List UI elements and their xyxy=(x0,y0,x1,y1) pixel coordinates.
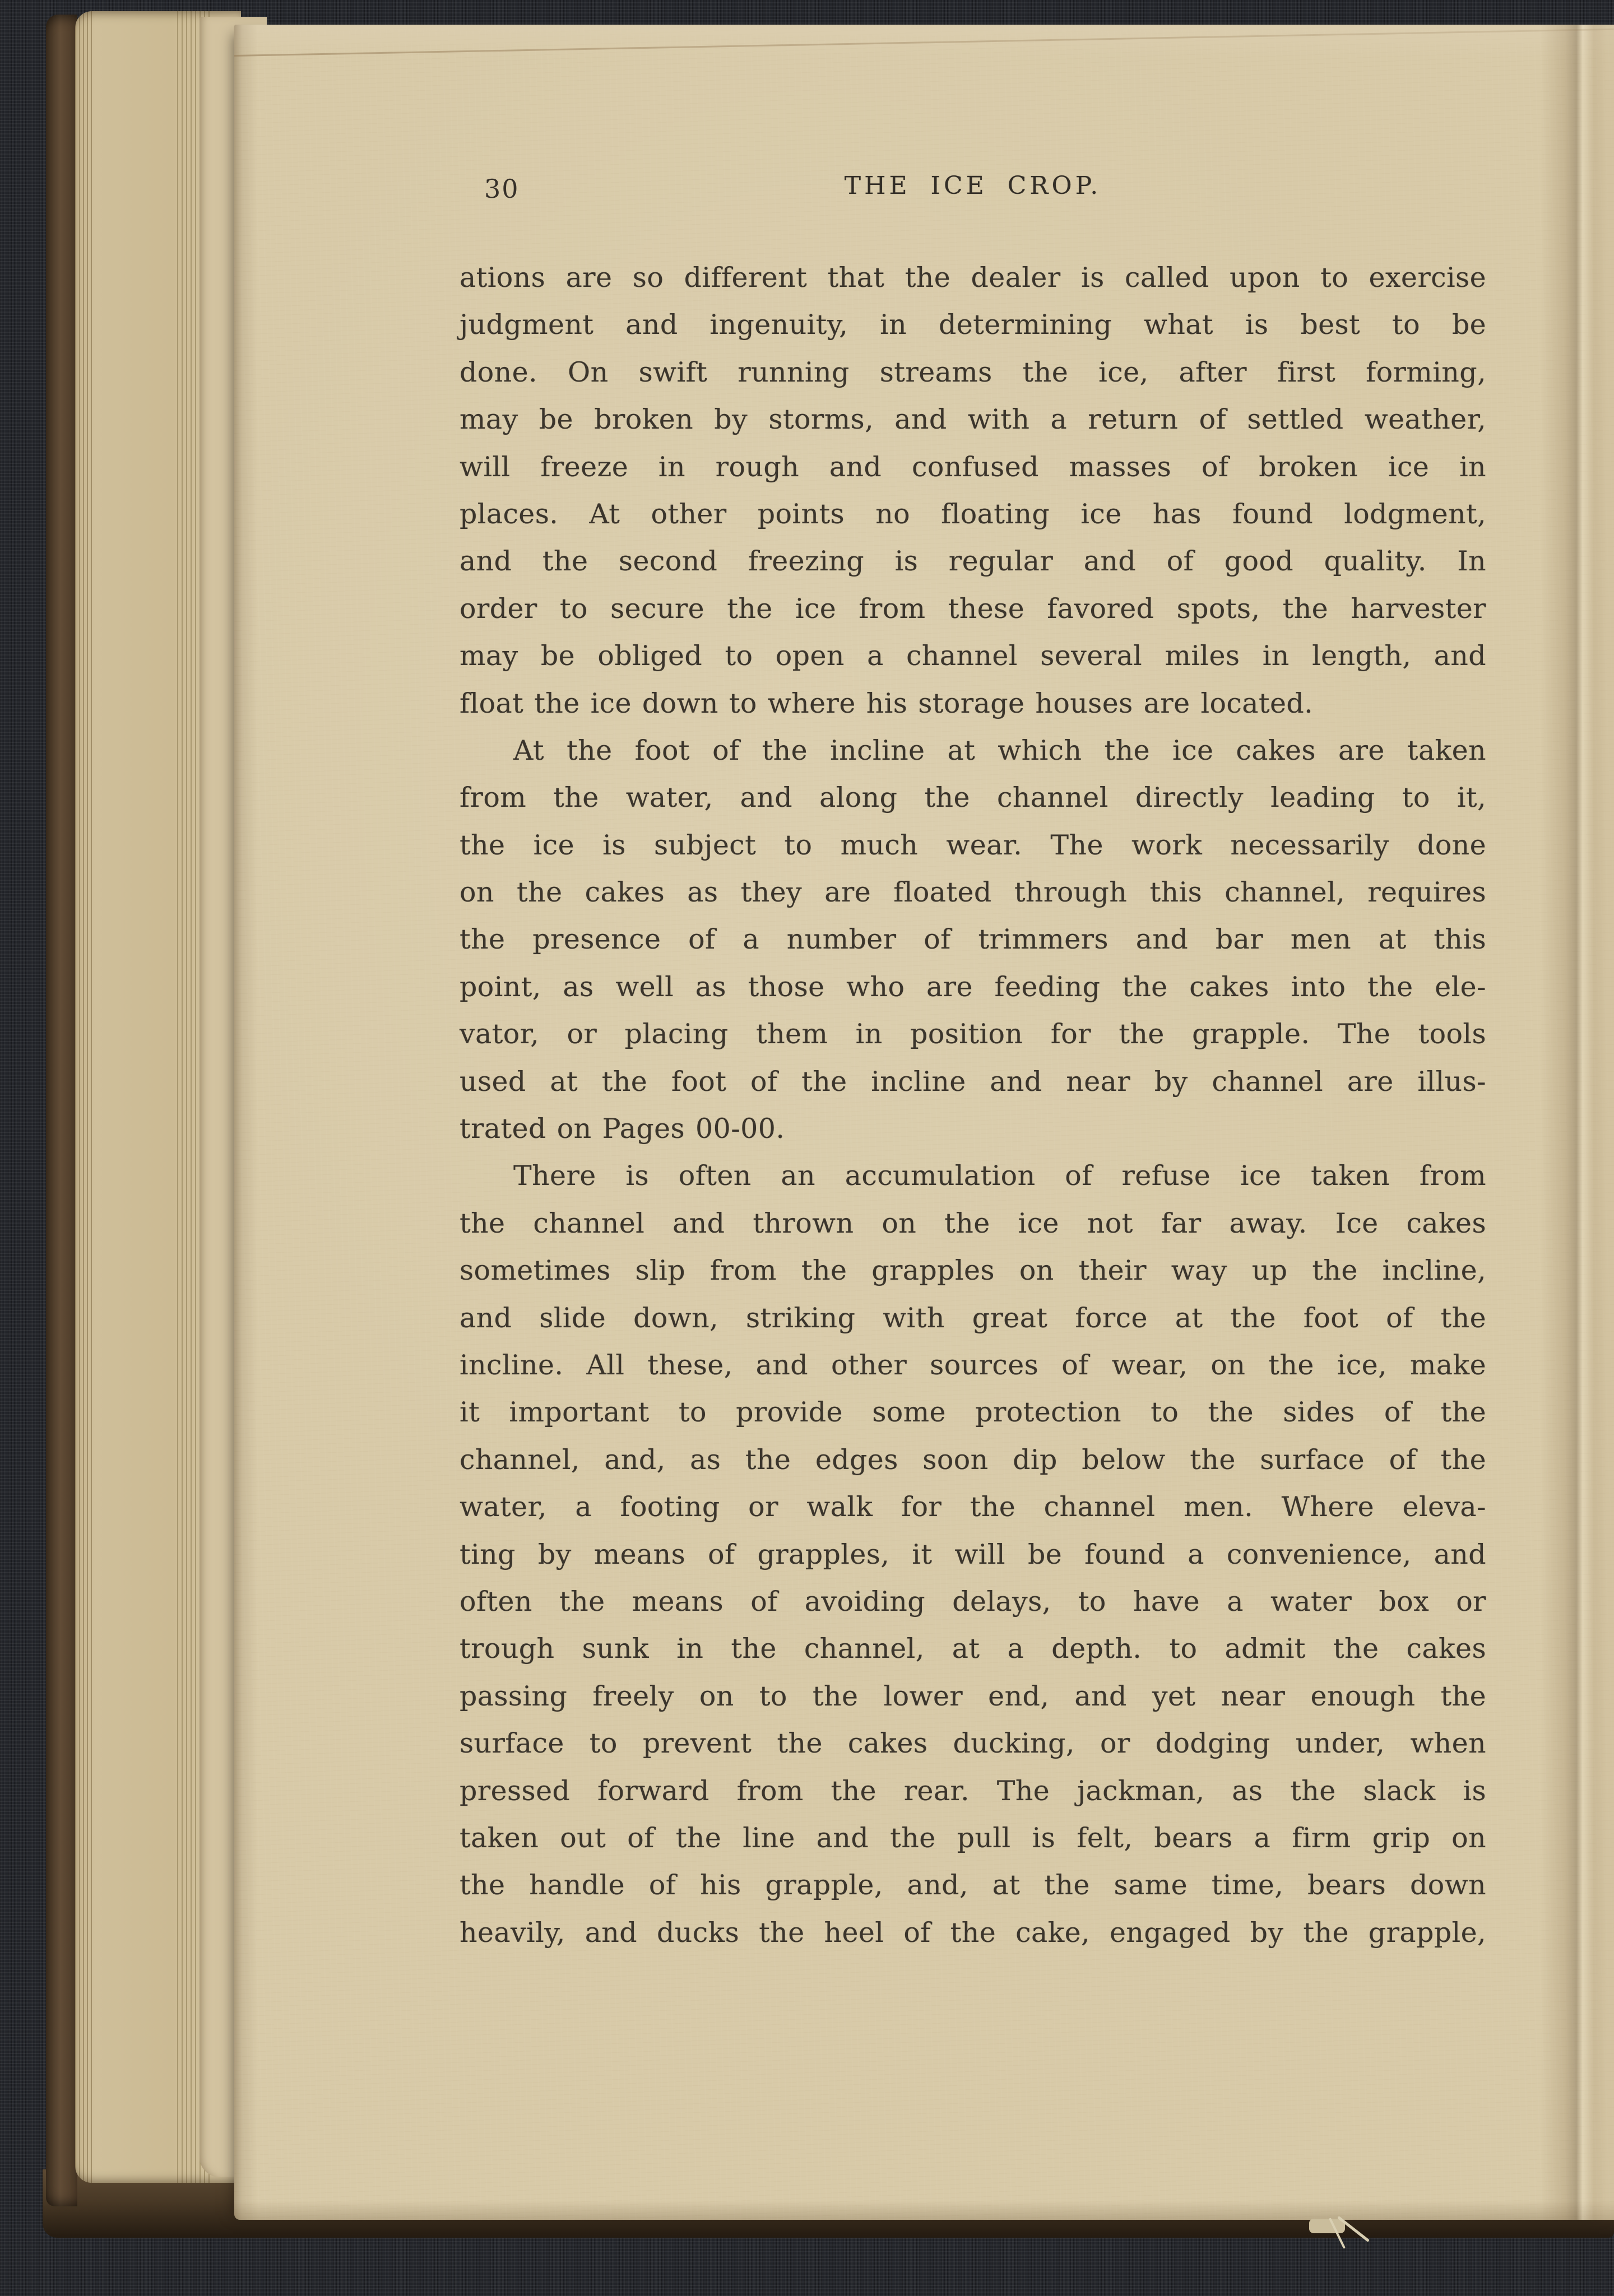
text-line: may be obliged to open a channel several miles in length, and xyxy=(460,640,1486,672)
text-line: trough sunk in the channel, at a depth. to admit the cakes xyxy=(460,1633,1486,1665)
text-line: point, as well as those who are feeding the cakes into the ele- xyxy=(460,970,1486,1003)
text-line: and the second freezing is regular and of good quality. In xyxy=(460,545,1486,578)
page-number: 30 xyxy=(484,174,520,204)
text-line: the channel and thrown on the ice not far away. Ice cakes xyxy=(460,1207,1486,1239)
text-line: ting by means of grapples, it will be found a convenience, and xyxy=(460,1538,1486,1570)
text-line: and slide down, striking with great force at the foot of the xyxy=(460,1302,1486,1334)
text-line: the presence of a number of trimmers and bar men at this xyxy=(460,923,1486,956)
text-lines xyxy=(460,254,1486,1956)
book-spine xyxy=(46,15,77,2206)
text-line: it important to provide some protection to the sides of the xyxy=(460,1396,1486,1429)
text-line: on the cakes as they are floated through this channel, requires xyxy=(460,876,1486,909)
text-line: At the foot of the incline at which the ice cakes are taken xyxy=(513,734,1486,766)
text-line: ations are so different that the dealer is called upon to exercise xyxy=(460,262,1486,294)
text-line: incline. All these, and other sources of wear, on the ice, make xyxy=(460,1349,1486,1381)
text-line: taken out of the line and the pull is felt, bears a firm grip on xyxy=(460,1821,1486,1854)
text-line: vator, or placing them in position for the grapple. The tools xyxy=(460,1018,1486,1051)
printed-content xyxy=(234,25,1614,2220)
text-line: surface to prevent the cakes ducking, or dodging under, when xyxy=(460,1727,1486,1760)
text-line: the ice is subject to much wear. The work necessarily done xyxy=(460,829,1486,861)
text-line: used at the foot of the incline and near by channel are illus- xyxy=(460,1065,1486,1098)
text-line: trated on Pages 00-00. xyxy=(460,1113,785,1145)
text-line: the handle of his grapple, and, at the same time, bears down xyxy=(460,1869,1486,1902)
text-line: heavily, and ducks the heel of the cake, engaged by the grapple, xyxy=(460,1916,1486,1949)
text-line: sometimes slip from the grapples on their way up the incline, xyxy=(460,1254,1486,1287)
page-header xyxy=(460,171,1486,207)
text-line: done. On swift running streams the ice, after first forming, xyxy=(460,356,1486,388)
text-line: There is often an accumulation of refuse ice taken from xyxy=(513,1160,1486,1192)
text-line: may be broken by storms, and with a return of settled weather, xyxy=(460,403,1486,436)
text-line: will freeze in rough and confused masses of broken ice in xyxy=(460,450,1486,483)
text-line: water, a footing or walk for the channel men. Where eleva- xyxy=(460,1491,1486,1523)
text-line: from the water, and along the channel directly leading to it, xyxy=(460,782,1486,814)
text-line: places. At other points no floating ice has found lodgment, xyxy=(460,498,1486,530)
running-title: THE ICE CROP. xyxy=(844,171,1102,200)
text-line: float the ice down to where his storage houses are located. xyxy=(460,687,1314,719)
book-page xyxy=(234,25,1614,2220)
text-line: often the means of avoiding delays, to have a water box or xyxy=(460,1585,1486,1618)
frayed-thread xyxy=(1306,2218,1390,2262)
text-line: judgment and ingenuity, in determining what is best to be xyxy=(460,309,1486,341)
text-line: pressed forward from the rear. The jackman, as the slack is xyxy=(460,1774,1486,1807)
text-line: channel, and, as the edges soon dip below the surface of the xyxy=(460,1443,1486,1476)
text-line: passing freely on to the lower end, and yet near enough the xyxy=(460,1680,1486,1712)
text-line: order to secure the ice from these favored spots, the harvester xyxy=(460,592,1486,625)
